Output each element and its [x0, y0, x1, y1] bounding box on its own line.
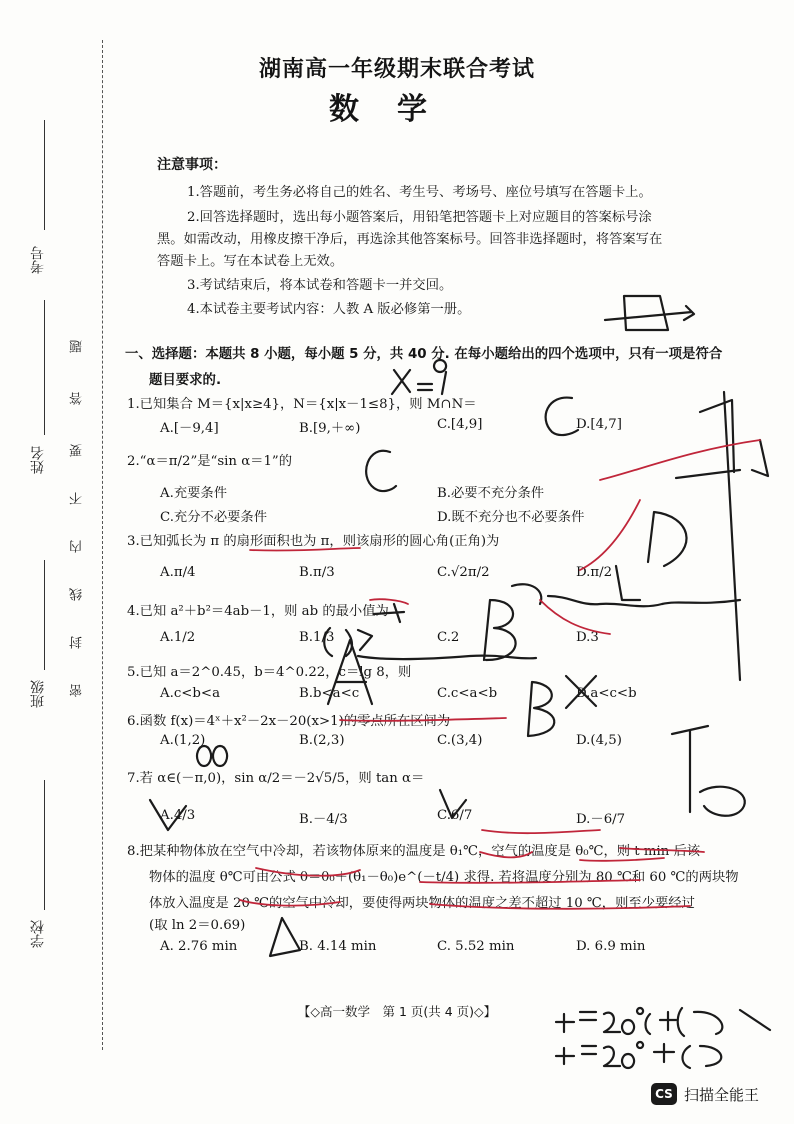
question-stem-1: 1.已知集合 M＝{x|x≥4}，N＝{x|x－1≤8}，则 M∩N＝ — [127, 397, 477, 412]
notice-heading: 注意事项： — [157, 157, 227, 173]
option-4c: C.2 — [437, 630, 460, 645]
ink-mark — [580, 500, 640, 570]
notice-line: 4.本试卷主要考试内容：人教 A 版必修第一册。 — [187, 302, 471, 317]
option-3a: A.π/4 — [160, 565, 196, 580]
ink-mark — [605, 306, 694, 320]
label-class: 班级 — [30, 680, 46, 708]
scanner-app-name: 扫描全能王 — [684, 1086, 760, 1104]
line-school — [44, 780, 45, 910]
option-5b: B.b<a<c — [299, 686, 360, 701]
section-heading: 一、选择题：本题共 8 小题，每小题 5 分，共 40 分. 在每小题给出的四个选项中，只有一项是符合 — [125, 347, 723, 362]
ink-mark — [482, 830, 600, 833]
ink-mark — [604, 1042, 643, 1068]
page-footer: 【◇高一数学 第 1 页(共 4 页)◇】 — [297, 1004, 497, 1019]
ink-mark — [358, 656, 536, 659]
ink-mark — [484, 600, 516, 660]
exam-title: 湖南高一年级期末联合考试 — [258, 57, 535, 82]
ink-mark — [556, 1046, 596, 1064]
option-5c: C.c<a<b — [437, 686, 498, 701]
option-2b: B.必要不充分条件 — [437, 486, 545, 501]
ink-mark — [672, 726, 708, 812]
question-stem-8-line3: 体放入温度是 20 ℃的空气中冷却，要使得两块物体的温度之差不超过 10 ℃，则至少要经过 — [149, 896, 695, 911]
option-3d: D.π/2 — [576, 565, 613, 580]
question-stem-6: 6.函数 f(x)＝4ˣ＋x²－2x－20(x>1)的零点所在区间为 — [127, 714, 451, 729]
question-stem-2: 2.“α＝π/2”是“sin α＝1”的 — [127, 454, 293, 469]
line-exam-number — [44, 120, 45, 230]
option-1c: C.[4,9] — [437, 417, 483, 432]
option-7c: C.6/7 — [437, 808, 473, 823]
option-2d: D.既不充分也不必要条件 — [437, 510, 585, 525]
option-7a: A.4/3 — [160, 808, 196, 823]
option-4a: A.1/2 — [160, 630, 196, 645]
notice-line: 2.回答选择题时，选出每小题答案后，用铅笔把答题卡上对应题目的答案标号涂 — [187, 210, 652, 225]
section-heading-cont: 题目要求的. — [149, 373, 222, 388]
ink-mark — [752, 440, 768, 476]
option-5a: A.c<b<a — [160, 686, 220, 701]
option-3b: B.π/3 — [299, 565, 335, 580]
question-stem-3: 3.已知弧长为 π 的扇形面积也为 π，则该扇形的圆心角(正角)为 — [127, 534, 500, 549]
option-1b: B.[9,＋∞) — [299, 421, 361, 436]
label-name: 姓名 — [30, 446, 46, 474]
question-stem-8-line2: 物体的温度 θ℃可由公式 θ＝θ₀＋(θ₁－θ₀)e^(－t/4) 求得. 若将温度分别为 80 ℃和 60 ℃的两块物 — [149, 870, 739, 885]
question-stem-8-line1: 8.把某种物体放在空气中冷却，若该物体原来的温度是 θ₁℃，空气的温度是 θ₀℃，则 t min 后该 — [127, 844, 701, 859]
seal-char: 题 — [70, 340, 85, 353]
option-8a: A. 2.76 min — [160, 939, 238, 954]
option-8d: D. 6.9 min — [576, 939, 646, 954]
ink-mark — [654, 1044, 721, 1068]
label-school: 学校 — [30, 920, 46, 948]
ink-mark — [270, 918, 300, 956]
ink-mark — [540, 600, 610, 634]
question-stem-7: 7.若 α∈(－π,0)，sin α/2＝－2√5/5，则 tan α＝ — [127, 771, 425, 786]
notice-line: 黑。如需改动，用橡皮擦干净后，再选涂其他答案标号。回答非选择题时，将答案写在 — [157, 232, 663, 247]
scanner-logo-icon: CS — [651, 1083, 677, 1105]
ink-mark — [434, 360, 446, 394]
ink-mark — [366, 451, 396, 491]
option-8c: C. 5.52 min — [437, 939, 515, 954]
ink-mark — [512, 584, 541, 604]
ink-mark — [546, 398, 578, 436]
notice-line: 3.考试结束后，将本试卷和答题卡一并交回。 — [187, 278, 453, 293]
ink-mark — [616, 566, 640, 600]
option-3c: C.√2π/2 — [437, 565, 490, 580]
option-6d: D.(4,5) — [576, 733, 622, 748]
seal-char: 线 — [70, 588, 85, 601]
option-1a: A.[－9,4] — [160, 421, 219, 436]
ink-mark — [197, 746, 227, 766]
seal-dashed-line — [102, 40, 103, 1050]
option-2a: A.充要条件 — [160, 486, 228, 501]
question-stem-4: 4.已知 a²＋b²＝4ab－1，则 ab 的最小值为 — [127, 604, 389, 619]
option-5d: D.a<c<b — [576, 686, 637, 701]
option-7b: B.－4/3 — [299, 812, 348, 827]
option-4d: D.3 — [576, 630, 599, 645]
question-stem-8-line4: (取 ln 2＝0.69) — [149, 918, 246, 933]
notice-line: 答题卡上。写在本试卷上无效。 — [157, 254, 344, 269]
ink-mark — [676, 470, 740, 478]
seal-char: 答 — [70, 392, 85, 405]
option-7d: D.－6/7 — [576, 812, 626, 827]
ink-mark — [700, 787, 745, 816]
binding-strip — [0, 0, 120, 1060]
seal-char: 要 — [70, 444, 85, 457]
seal-char: 密 — [70, 684, 85, 697]
seal-char: 内 — [70, 540, 85, 553]
option-6b: B.(2,3) — [299, 733, 345, 748]
option-4b: B.1/3 — [299, 630, 335, 645]
ink-mark — [700, 400, 734, 472]
seal-char: 封 — [70, 636, 85, 649]
option-8b: B. 4.14 min — [299, 939, 377, 954]
question-stem-5: 5.已知 a＝2^0.45，b＝4^0.22，c＝lg 8，则 — [127, 665, 412, 680]
label-exam-number: 考号 — [30, 246, 46, 274]
ink-mark — [624, 296, 668, 330]
subject-title: 数学 — [329, 92, 465, 127]
notice-line: 1.答题前，考生务必将自己的姓名、考生号、考场号、座位号填写在答题卡上。 — [187, 185, 652, 200]
seal-char: 不 — [70, 492, 85, 505]
ink-mark — [528, 682, 554, 736]
ink-mark — [648, 512, 687, 566]
ink-mark — [600, 440, 760, 480]
option-6c: C.(3,4) — [437, 733, 483, 748]
ink-mark — [548, 596, 740, 606]
option-2c: C.充分不必要条件 — [160, 510, 268, 525]
option-6a: A.(1,2) — [160, 733, 206, 748]
line-class — [44, 560, 45, 670]
line-name — [44, 300, 45, 435]
ink-mark — [724, 392, 740, 680]
option-1d: D.[4,7] — [576, 417, 622, 432]
ink-mark — [392, 370, 432, 394]
